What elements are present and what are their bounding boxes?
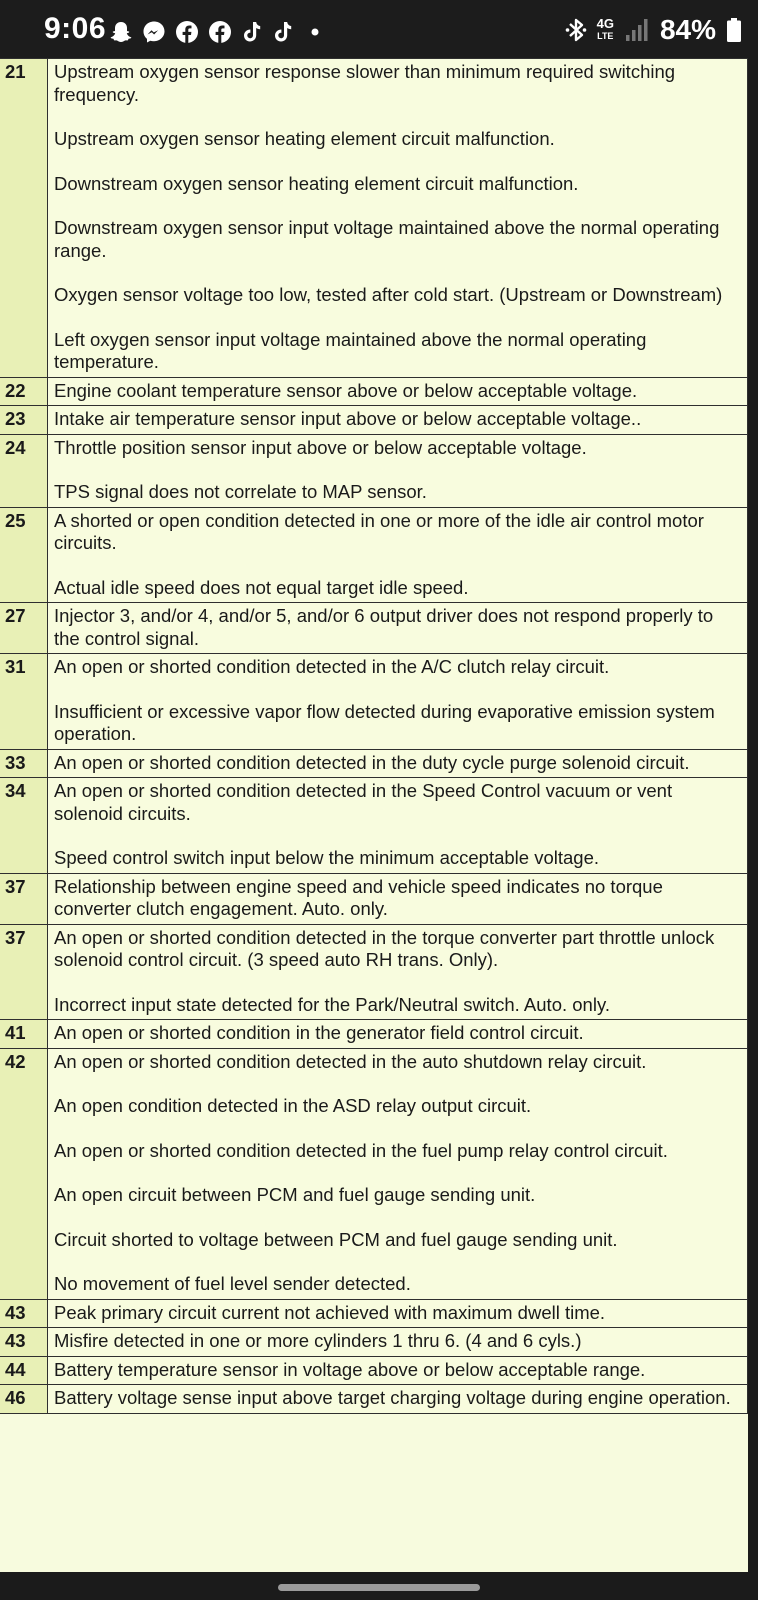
description-line: Actual idle speed does not equal target idle speed.: [54, 576, 469, 598]
description-line: An open or shorted condition detected in the auto shutdown relay circuit.: [54, 1050, 647, 1072]
description-line: A shorted or open condition detected in one or more of the idle air control motor circuits.: [54, 509, 704, 553]
description-cell: [48, 873, 748, 924]
trouble-code-table: [0, 58, 748, 1414]
navigation-bar: [0, 1572, 758, 1600]
network-type: [597, 18, 614, 42]
description-line: Battery voltage sense input above target charging voltage during engine operation.: [54, 1387, 731, 1408]
description-line: Injector 3, and/or 4, and/or 5, and/or 6 output driver does not respond properly to the control signal.: [54, 605, 714, 649]
table-row: [0, 1356, 748, 1385]
code-cell: 22: [0, 377, 48, 406]
description-line: Insufficient or excessive vapor flow detected during evaporative emission system operation.: [54, 700, 715, 744]
description-cell: [48, 434, 748, 507]
description-line: An open or shorted condition detected in the A/C clutch relay circuit.: [54, 656, 610, 677]
battery-percent: 84%: [659, 14, 716, 45]
facebook-icon: [174, 19, 200, 45]
table-row: [0, 507, 748, 603]
snapchat-icon: [108, 19, 134, 45]
description-cell: [48, 654, 748, 750]
table-row: [0, 377, 748, 406]
description-line: Battery temperature sensor in voltage above or below acceptable range.: [54, 1358, 646, 1380]
table-row: [0, 59, 748, 378]
table-row: [0, 603, 748, 654]
table-row: [0, 1299, 748, 1328]
description-line: Incorrect input state detected for the Park/Neutral switch. Auto. only.: [54, 993, 610, 1015]
description-line: Upstream oxygen sensor response slower than minimum required switching frequency.: [54, 61, 676, 105]
description-line: An open condition detected in the ASD relay output circuit.: [54, 1095, 532, 1116]
table-row: [0, 1385, 748, 1414]
description-line: An open or shorted condition detected in the Speed Control vacuum or vent solenoid circuits.: [54, 780, 673, 824]
description-line: An open or shorted condition detected in the fuel pump relay control circuit.: [54, 1139, 668, 1161]
description-cell: [48, 1385, 748, 1414]
table-row: [0, 1048, 748, 1299]
messenger-icon: [141, 19, 167, 45]
description-line: An open or shorted condition in the generator field control circuit.: [54, 1022, 584, 1043]
code-cell: 24: [0, 434, 48, 507]
description-line: Downstream oxygen sensor input voltage maintained above the normal operating range.: [54, 217, 720, 261]
description-line: TPS signal does not correlate to MAP sensor.: [54, 481, 427, 502]
dot-icon: [302, 19, 328, 45]
description-line: Oxygen sensor voltage too low, tested after cold start. (Upstream or Downstream): [54, 284, 723, 305]
code-cell: 33: [0, 749, 48, 778]
description-line: Circuit shorted to voltage between PCM and fuel gauge sending unit.: [54, 1228, 618, 1250]
description-cell: [48, 1020, 748, 1049]
table-row: [0, 873, 748, 924]
description-cell: [48, 1356, 748, 1385]
table-row: [0, 434, 748, 507]
code-cell: 21: [0, 59, 48, 378]
description-line: Downstream oxygen sensor heating element circuit malfunction.: [54, 172, 579, 194]
description-line: An open circuit between PCM and fuel gauge sending unit.: [54, 1184, 536, 1205]
description-line: Throttle position sensor input above or below acceptable voltage.: [54, 436, 587, 458]
code-cell: 37: [0, 873, 48, 924]
description-line: Misfire detected in one or more cylinders 1 thru 6. (4 and 6 cyls.): [54, 1330, 582, 1351]
battery-icon: [726, 17, 742, 43]
description-cell: [48, 59, 748, 378]
code-cell: 46: [0, 1385, 48, 1414]
description-cell: [48, 1328, 748, 1357]
trouble-code-table-container[interactable]: [0, 58, 748, 1572]
description-line: An open or shorted condition detected in the duty cycle purge solenoid circuit.: [54, 751, 690, 773]
table-row: [0, 924, 748, 1020]
description-cell: [48, 749, 748, 778]
system-icons: [565, 12, 742, 48]
description-cell: [48, 406, 748, 435]
home-gesture-handle[interactable]: [278, 1584, 480, 1591]
description-line: No movement of fuel level sender detected.: [54, 1273, 411, 1294]
table-row: [0, 1328, 748, 1357]
description-cell: [48, 924, 748, 1020]
code-cell: 25: [0, 507, 48, 603]
tiktok-icon: [271, 19, 295, 45]
status-bar: [0, 0, 758, 60]
facebook-icon: [207, 19, 233, 45]
description-line: Relationship between engine speed and vehicle speed indicates no torque converter clutch engagement. Auto. only.: [54, 875, 663, 919]
description-line: Left oxygen sensor input voltage maintained above the normal operating temperature.: [54, 328, 647, 372]
description-cell: [48, 377, 748, 406]
code-cell: 41: [0, 1020, 48, 1049]
status-time: 9:06: [44, 12, 107, 45]
table-row: [0, 1020, 748, 1049]
table-row: [0, 778, 748, 874]
notification-icons: [108, 18, 328, 46]
description-cell: [48, 1048, 748, 1299]
code-cell: 37: [0, 924, 48, 1020]
table-row: [0, 654, 748, 750]
description-line: Peak primary circuit current not achieved with maximum dwell time.: [54, 1301, 606, 1323]
description-cell: [48, 1299, 748, 1328]
network-label: 4G: [596, 16, 614, 31]
table-row: [0, 406, 748, 435]
code-cell: 27: [0, 603, 48, 654]
description-line: Intake air temperature sensor input above or below acceptable voltage..: [54, 408, 642, 429]
description-line: An open or shorted condition detected in the torque converter part throttle unlock solenoid control circuit. (3 speed auto RH trans. Only).: [54, 926, 715, 970]
trouble-code-rows: [0, 59, 748, 1414]
code-cell: 43: [0, 1299, 48, 1328]
code-cell: 23: [0, 406, 48, 435]
code-cell: 43: [0, 1328, 48, 1357]
description-cell: [48, 603, 748, 654]
signal-icon: [624, 17, 650, 43]
description-line: Speed control switch input below the minimum acceptable voltage.: [54, 847, 600, 868]
code-cell: 44: [0, 1356, 48, 1385]
network-sub-label: LTE: [597, 31, 614, 41]
bluetooth-icon: [565, 16, 587, 44]
description-cell: [48, 778, 748, 874]
code-cell: 34: [0, 778, 48, 874]
description-line: Engine coolant temperature sensor above or below acceptable voltage.: [54, 379, 638, 401]
description-cell: [48, 507, 748, 603]
code-cell: 31: [0, 654, 48, 750]
code-cell: 42: [0, 1048, 48, 1299]
table-row: [0, 749, 748, 778]
tiktok-icon: [240, 19, 264, 45]
description-line: Upstream oxygen sensor heating element circuit malfunction.: [54, 128, 555, 149]
